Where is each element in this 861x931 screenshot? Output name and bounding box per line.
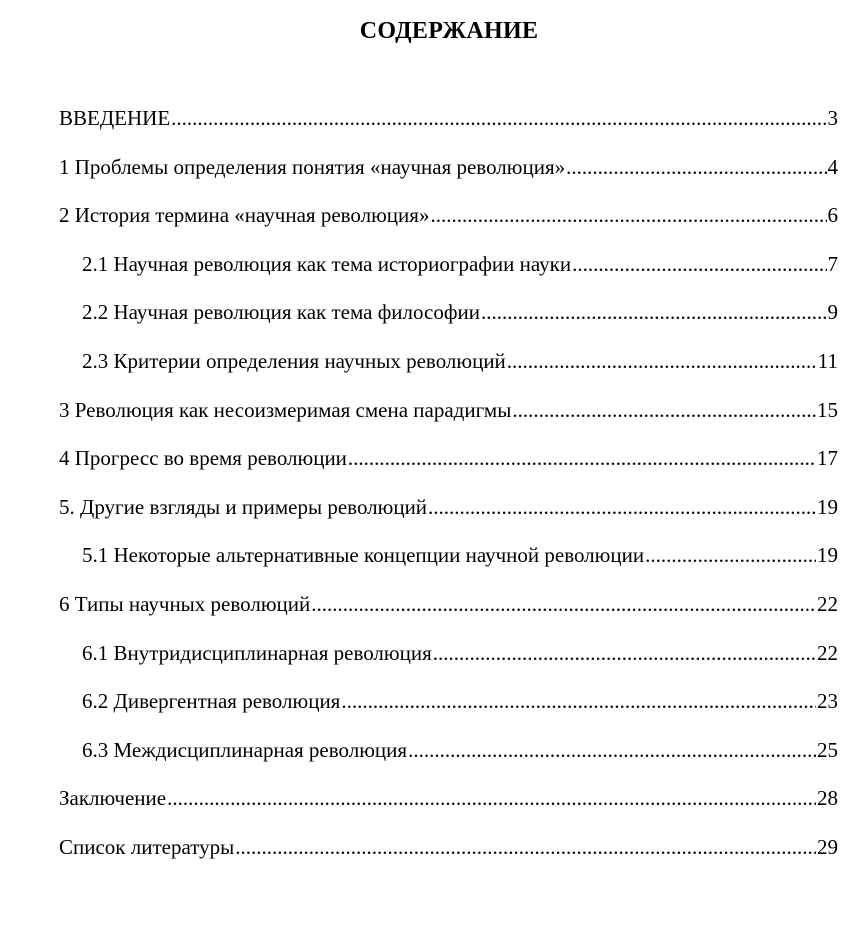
toc-list	[59, 102, 838, 880]
toc-entry-label: 2.3 Критерии определения научных революций	[82, 348, 506, 373]
toc-page-number: 19	[817, 543, 838, 568]
toc-title: СОДЕРЖАНИЕ	[359, 18, 539, 44]
toc-entry[interactable]	[59, 199, 838, 248]
toc-entry[interactable]	[59, 588, 838, 637]
toc-dot-leader	[167, 782, 816, 814]
toc-dot-leader	[235, 831, 816, 863]
toc-page-number: 19	[817, 494, 838, 519]
toc-dot-leader	[348, 442, 816, 474]
toc-entry-label: 6.3 Междисциплинарная революция	[82, 737, 408, 762]
toc-page-number: 4	[827, 154, 838, 179]
toc-dot-leader	[566, 151, 826, 183]
toc-entry[interactable]	[59, 491, 838, 540]
toc-page-number: 15	[817, 397, 838, 422]
toc-entry-label: Заключение	[59, 786, 167, 811]
toc-entry-label: 6.2 Дивергентная революция	[82, 689, 341, 714]
toc-entry[interactable]	[59, 685, 838, 734]
toc-entry[interactable]	[59, 539, 838, 588]
toc-entry[interactable]	[59, 394, 838, 443]
toc-page-number: 9	[827, 300, 838, 325]
toc-dot-leader	[512, 394, 816, 426]
toc-entry[interactable]	[59, 151, 838, 200]
toc-entry-label: 5.1 Некоторые альтернативные концепции научной революции	[82, 543, 645, 568]
toc-entry-label: 2.1 Научная революция как тема историографии науки	[82, 251, 572, 276]
toc-page-number: 29	[817, 834, 838, 859]
toc-entry-label: 1 Проблемы определения понятия «научная революция»	[59, 154, 566, 179]
toc-dot-leader	[481, 296, 827, 328]
toc-page-number: 7	[827, 251, 838, 276]
toc-dot-leader	[433, 637, 816, 669]
toc-dot-leader	[572, 248, 826, 280]
toc-page-number: 6	[827, 203, 838, 228]
toc-entry-label: Список литературы	[59, 834, 235, 859]
toc-page-number: 22	[817, 591, 838, 616]
toc-entry[interactable]	[59, 345, 838, 394]
toc-entry[interactable]	[59, 296, 838, 345]
toc-page-number: 22	[817, 640, 838, 665]
toc-entry[interactable]	[59, 102, 838, 151]
toc-dot-leader	[171, 102, 826, 134]
toc-dot-leader	[428, 491, 816, 523]
toc-entry[interactable]	[59, 734, 838, 783]
toc-page-number: 23	[817, 689, 838, 714]
toc-page-number: 17	[817, 446, 838, 471]
toc-entry-label: 3 Революция как несоизмеримая смена парадигмы	[59, 397, 512, 422]
toc-page-number: 3	[827, 106, 838, 130]
toc-entry[interactable]	[59, 782, 838, 831]
toc-entry-label: 5. Другие взгляды и примеры революций	[59, 494, 428, 519]
toc-entry-label: 2.2 Научная революция как тема философии	[82, 300, 480, 325]
toc-entry-label: 6 Типы научных революций	[59, 591, 311, 616]
toc-entry-label: ВВЕДЕНИЕ	[59, 106, 171, 130]
toc-entry[interactable]	[59, 442, 838, 491]
toc-dot-leader	[645, 539, 816, 571]
toc-dot-leader	[430, 199, 826, 231]
toc-entry-label: 4 Прогресс во время революции	[59, 446, 347, 471]
toc-dot-leader	[507, 345, 817, 377]
toc-dot-leader	[311, 588, 816, 620]
toc-page-number: 25	[817, 737, 838, 762]
toc-page-number: 11	[817, 348, 838, 373]
toc-entry[interactable]	[59, 637, 838, 686]
toc-dot-leader	[408, 734, 816, 766]
toc-entry-label: 2 История термина «научная революция»	[59, 203, 430, 228]
toc-entry[interactable]	[59, 831, 838, 880]
toc-dot-leader	[341, 685, 816, 717]
toc-page-number: 28	[817, 786, 838, 811]
toc-entry[interactable]	[59, 248, 838, 297]
toc-entry-label: 6.1 Внутридисциплинарная революция	[82, 640, 432, 665]
